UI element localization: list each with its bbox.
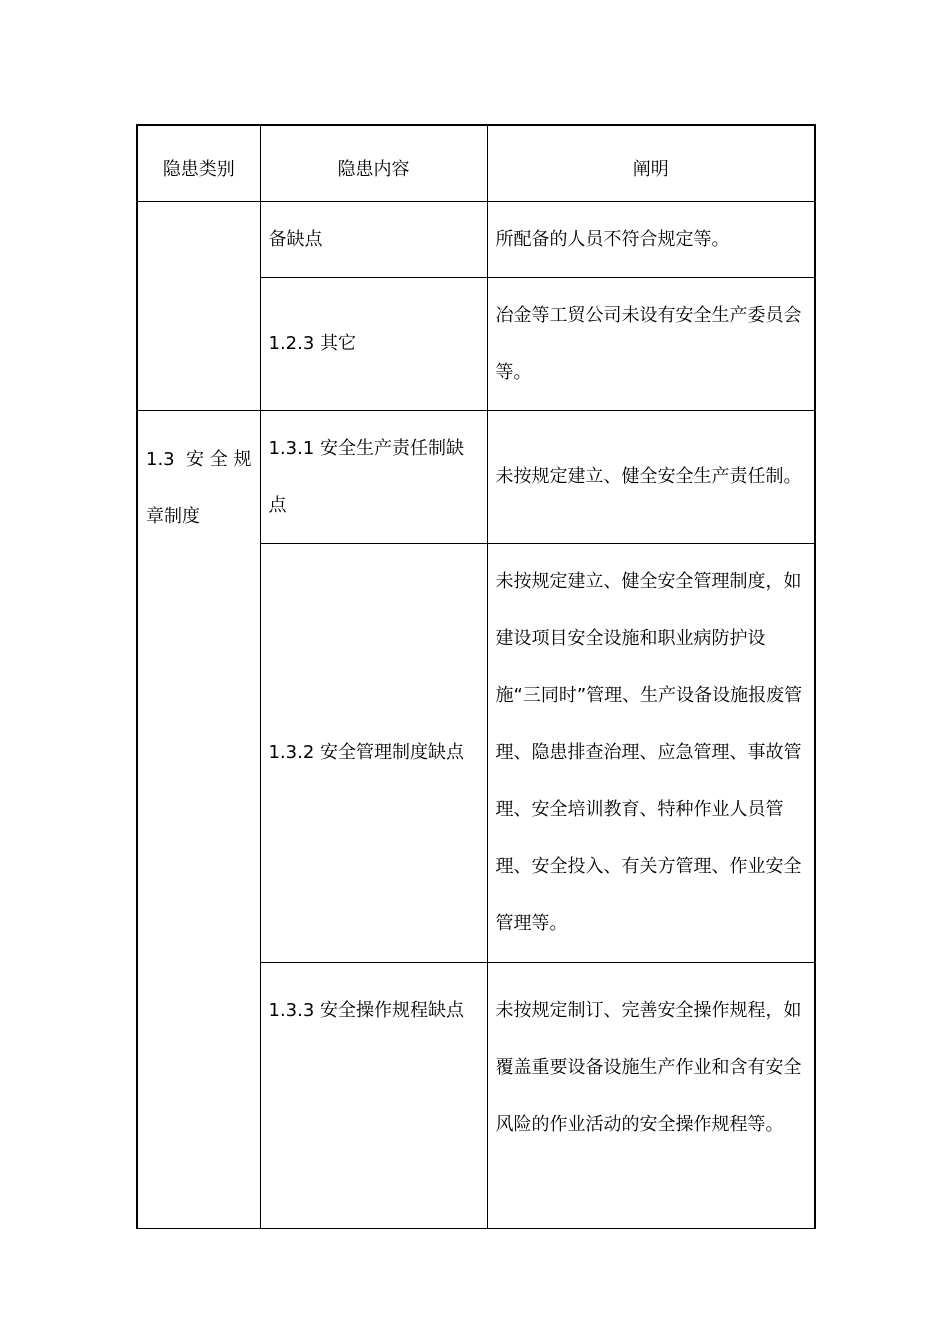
explanation-cell: 所配备的人员不符合规定等。: [487, 201, 815, 277]
header-category: 隐患类别: [137, 125, 260, 201]
hazard-table: [136, 124, 816, 1229]
content-cell: 1.3.3 安全操作规程缺点: [260, 962, 487, 1228]
header-explanation: 阐明: [487, 125, 815, 201]
explanation-cell: 未按规定制订、完善安全操作规程，如覆盖重要设备设施生产作业和含有安全风险的作业活动的安全操作规程等。: [487, 962, 815, 1228]
content-cell: 备缺点: [260, 201, 487, 277]
category-cell: [137, 201, 260, 410]
header-content: 隐患内容: [260, 125, 487, 201]
content-cell: 1.3.2 安全管理制度缺点: [260, 543, 487, 962]
category-cell: 1.3 安全规章制度: [137, 410, 260, 1228]
table-row: [137, 410, 815, 543]
document-page: [136, 124, 814, 1229]
explanation-cell: 未按规定建立、健全安全生产责任制。: [487, 410, 815, 543]
table-row: [137, 201, 815, 277]
explanation-cell: 未按规定建立、健全安全管理制度，如建设项目安全设施和职业病防护设施“三同时”管理、生产设备设施报废管理、隐患排查治理、应急管理、事故管理、安全培训教育、特种作业人员管理、安全投入、有关方管理、作业安全管理等。: [487, 543, 815, 962]
table-header-row: [137, 125, 815, 201]
content-cell: 1.3.1 安全生产责任制缺点: [260, 410, 487, 543]
explanation-cell: 冶金等工贸公司未设有安全生产委员会等。: [487, 277, 815, 410]
content-cell: 1.2.3 其它: [260, 277, 487, 410]
